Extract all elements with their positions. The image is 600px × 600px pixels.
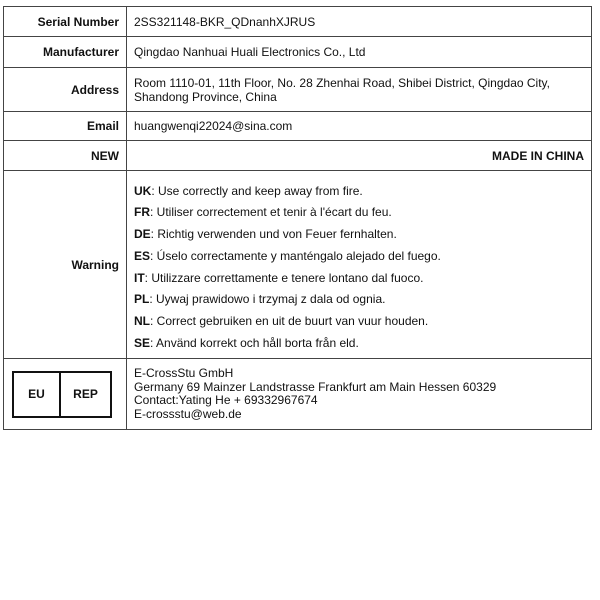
serial-number-value: 2SS321148-BKR_QDnanhXJRUS	[127, 7, 592, 37]
warning-item-fr	[134, 202, 584, 224]
warning-label: Warning	[4, 171, 127, 359]
warning-item-pl	[134, 289, 584, 311]
warning-code: FR	[134, 205, 150, 220]
eu-rep-badge-cell	[4, 359, 127, 430]
serial-number-label: Serial Number	[4, 7, 127, 37]
eu-rep-row	[4, 359, 592, 430]
address-line-2: Shandong Province, China	[134, 89, 277, 104]
warning-code: DE	[134, 227, 151, 242]
manufacturer-label: Manufacturer	[4, 37, 127, 68]
warning-item-nl	[134, 311, 584, 333]
warning-item-uk	[134, 181, 584, 203]
eu-rep-contact: Contact:Yating He + 69332967674	[134, 393, 318, 407]
address-row	[4, 68, 592, 112]
warning-code: NL	[134, 313, 150, 328]
warning-text: : Utilizzare correttamente e tenere lontano dal fuoco.	[144, 270, 424, 285]
warning-list	[134, 175, 584, 355]
address-value	[127, 68, 592, 112]
warning-code: ES	[134, 248, 151, 263]
warning-text: : Använd korrekt och håll borta från eld.	[150, 335, 359, 350]
address-line-1: Room 1110-01, 11th Floor, No. 28 Zhenhai Road, Shibei District, Qingdao City,	[134, 75, 550, 90]
warning-item-se	[134, 333, 584, 355]
warning-code: SE	[134, 335, 151, 350]
warning-item-it	[134, 268, 584, 290]
eu-rep-company: E-CrossStu GmbH	[134, 366, 234, 380]
warning-text: : Use correctly and keep away from fire.	[151, 183, 363, 198]
warning-code: IT	[134, 270, 145, 285]
warning-row	[4, 171, 592, 359]
eu-badge-left: EU	[12, 371, 61, 418]
eu-rep-address: Germany 69 Mainzer Landstrasse Frankfurt am Main Hessen 60329	[134, 379, 497, 394]
eu-rep-badge	[12, 371, 126, 418]
warning-text: : Richtig verwenden und von Feuer fernhalten.	[150, 227, 397, 242]
warning-item-de	[134, 224, 584, 246]
warning-code: PL	[134, 292, 150, 307]
warning-item-es	[134, 246, 584, 268]
eu-badge-right: REP	[61, 371, 112, 418]
warning-value	[127, 171, 592, 359]
manufacturer-row	[4, 37, 592, 68]
eu-rep-info	[127, 359, 592, 430]
warning-code: UK	[134, 183, 152, 198]
warning-text: : Úselo correctamente y manténgalo alejado del fuego.	[150, 248, 441, 263]
address-label: Address	[4, 68, 127, 112]
warning-text: : Uywaj prawidowo i trzymaj z dala od ognia.	[149, 292, 386, 307]
manufacturer-value: Qingdao Nanhuai Huali Electronics Co., Ltd	[127, 37, 592, 68]
email-label: Email	[4, 112, 127, 141]
warning-text: : Correct gebruiken en uit de buurt van vuur houden.	[150, 313, 429, 328]
made-in-china-text: MADE IN CHINA	[127, 141, 592, 171]
serial-number-row	[4, 7, 592, 37]
new-label: NEW	[4, 141, 127, 171]
email-value: huangwenqi22024@sina.com	[127, 112, 592, 141]
warning-text: : Utiliser correctement et tenir à l'écart du feu.	[150, 205, 392, 220]
product-label-table	[3, 6, 592, 430]
email-row	[4, 112, 592, 141]
eu-rep-email: E-crossstu@web.de	[134, 406, 242, 421]
new-row	[4, 141, 592, 171]
